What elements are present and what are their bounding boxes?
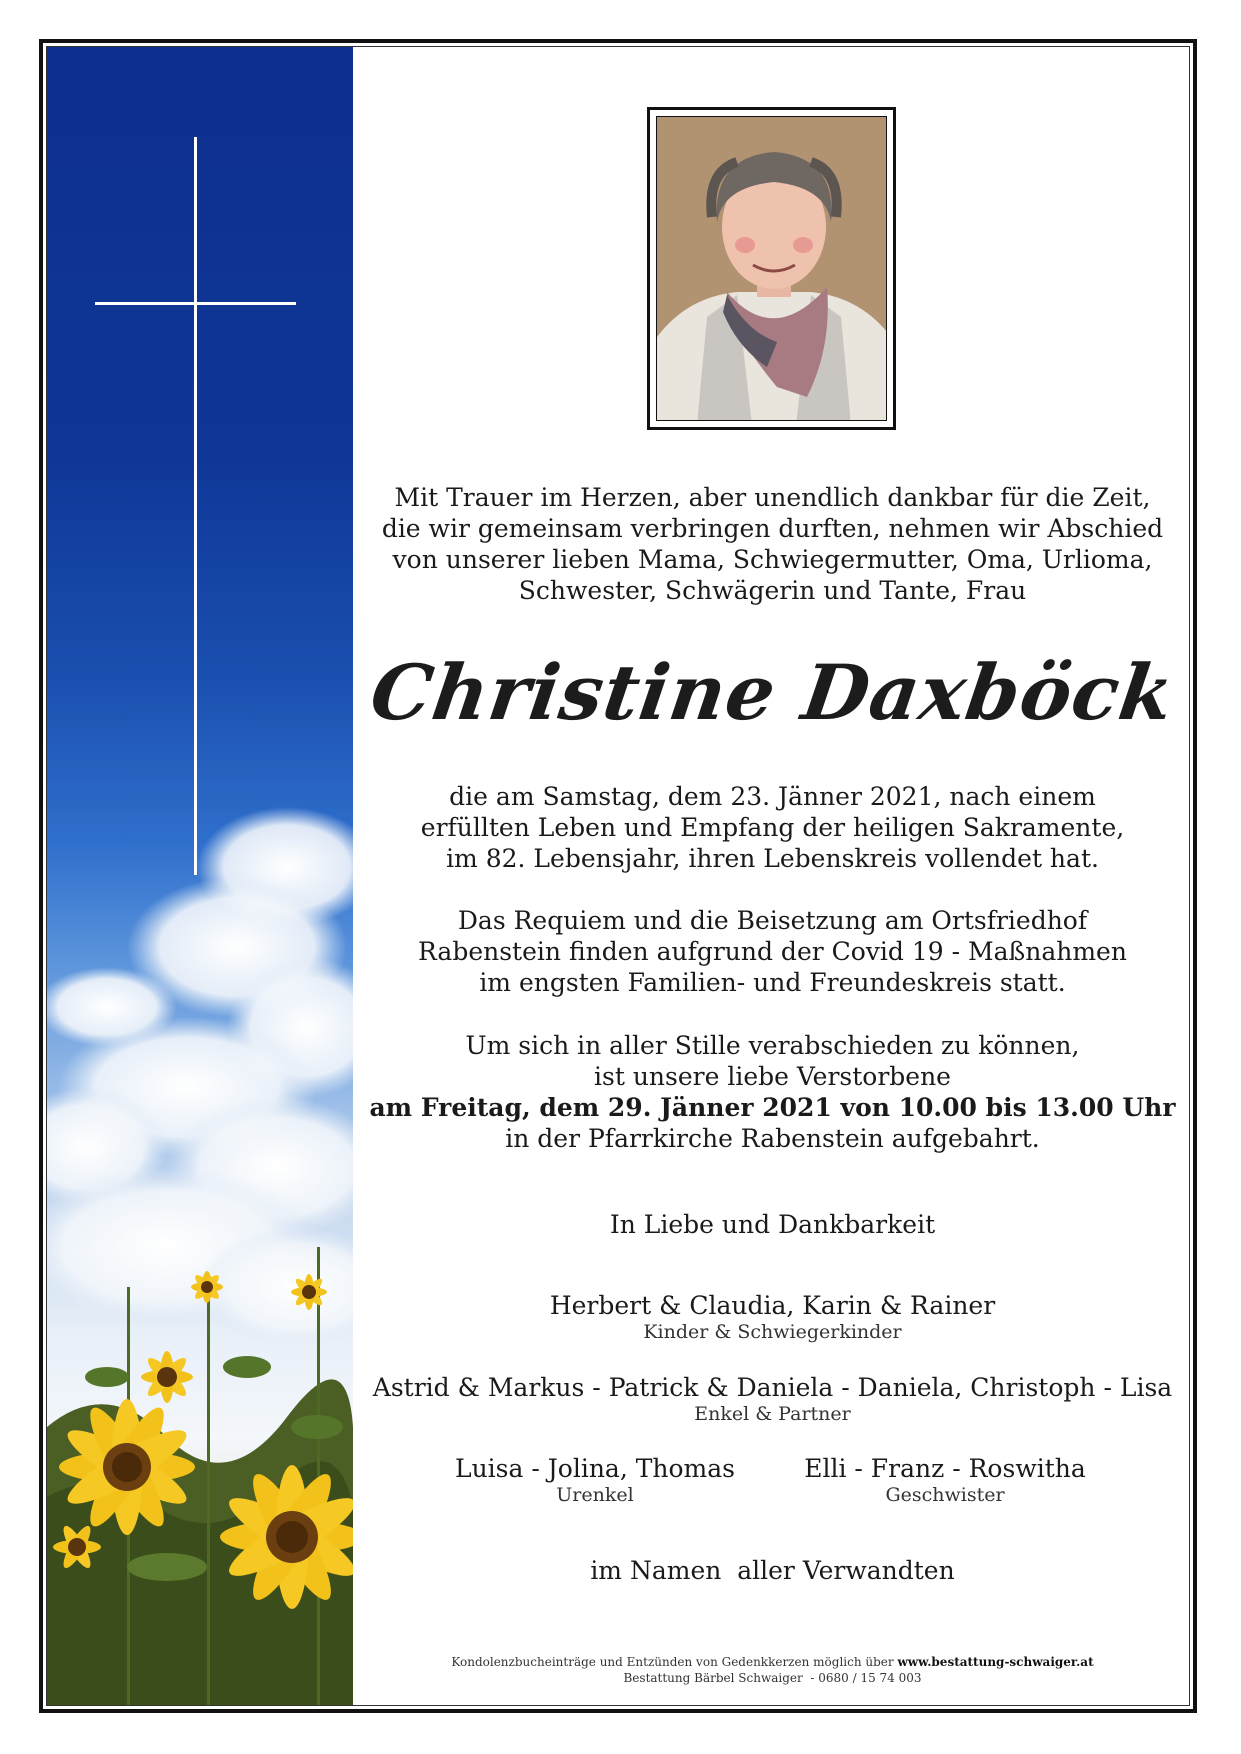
- viewing-line: ist unsere liebe Verstorbene: [594, 1062, 951, 1091]
- family-great-grandchildren: [430, 1454, 760, 1506]
- intro-line: von unserer lieben Mama, Schwiegermutter, Oma, Urlioma,: [392, 545, 1153, 574]
- cross-icon: [95, 137, 296, 875]
- footer: [355, 1654, 1190, 1686]
- death-line: die am Samstag, dem 23. Jänner 2021, nach einem: [449, 782, 1096, 811]
- clouds: [47, 807, 353, 1347]
- family-grandchildren: [355, 1373, 1190, 1425]
- sunflower-icon: [141, 1351, 193, 1403]
- sky-sunflower-panel: [47, 47, 353, 1705]
- family-names: Elli - Franz - Roswitha: [804, 1454, 1086, 1483]
- person-icon: [657, 117, 887, 421]
- family-role: Urenkel: [556, 1484, 634, 1506]
- family-names: Herbert & Claudia, Karin & Rainer: [549, 1291, 996, 1320]
- website-link[interactable]: www.bestattung-schwaiger.at: [897, 1655, 1094, 1669]
- family-role: Enkel & Partner: [694, 1403, 851, 1425]
- panel-illustration: [47, 47, 353, 1705]
- family-names: Luisa - Jolina, Thomas: [454, 1454, 735, 1483]
- family-role: Geschwister: [885, 1484, 1005, 1506]
- viewing-notice: [355, 1030, 1190, 1154]
- portrait-frame: [647, 107, 896, 430]
- relatives-phrase: im Namen aller Verwandten: [590, 1556, 955, 1585]
- footer-line-1: [355, 1654, 1190, 1670]
- funeral-line: Rabenstein finden aufgrund der Covid 19 - Maßnahmen: [418, 937, 1127, 966]
- footer-text: Kondolenzbucheinträge und Entzünden von Gedenkkerzen möglich über: [451, 1655, 898, 1669]
- deceased-name: Christine Daxböck: [365, 648, 1180, 737]
- family-children: [355, 1291, 1190, 1343]
- death-line: im 82. Lebensjahr, ihren Lebenskreis vollendet hat.: [446, 844, 1099, 873]
- viewing-line: in der Pfarrkirche Rabenstein aufgebahrt.: [505, 1124, 1040, 1153]
- closing-phrase: In Liebe und Dankbarkeit: [609, 1210, 936, 1239]
- death-notice: [355, 781, 1190, 874]
- family-names: Astrid & Markus - Patrick & Daniela - Daniela, Christoph - Lisa: [372, 1373, 1173, 1402]
- intro-line: Schwester, Schwägerin und Tante, Frau: [518, 576, 1027, 605]
- intro-line: die wir gemeinsam verbringen durften, nehmen wir Abschied: [381, 514, 1164, 543]
- sunflower-icon: [291, 1274, 327, 1310]
- portrait-photo: [656, 116, 887, 421]
- footer-line-2: Bestattung Bärbel Schwaiger - 0680 / 15 74 003: [623, 1671, 922, 1685]
- funeral-line: im engsten Familien- und Freundeskreis statt.: [479, 968, 1066, 997]
- intro-text: [355, 482, 1190, 606]
- death-line: erfüllten Leben und Empfang der heiligen Sakramente,: [420, 813, 1125, 842]
- funeral-line: Das Requiem und die Beisetzung am Ortsfriedhof: [457, 906, 1088, 935]
- sunflower-icon: [191, 1271, 223, 1303]
- intro-line: Mit Trauer im Herzen, aber unendlich dankbar für die Zeit,: [394, 483, 1151, 512]
- family-siblings: [790, 1454, 1100, 1506]
- viewing-line: Um sich in aller Stille verabschieden zu können,: [465, 1031, 1080, 1060]
- viewing-date-line: am Freitag, dem 29. Jänner 2021 von 10.00 bis 13.00 Uhr: [369, 1093, 1176, 1122]
- funeral-notice: [355, 905, 1190, 998]
- family-role: Kinder & Schwiegerkinder: [643, 1321, 902, 1343]
